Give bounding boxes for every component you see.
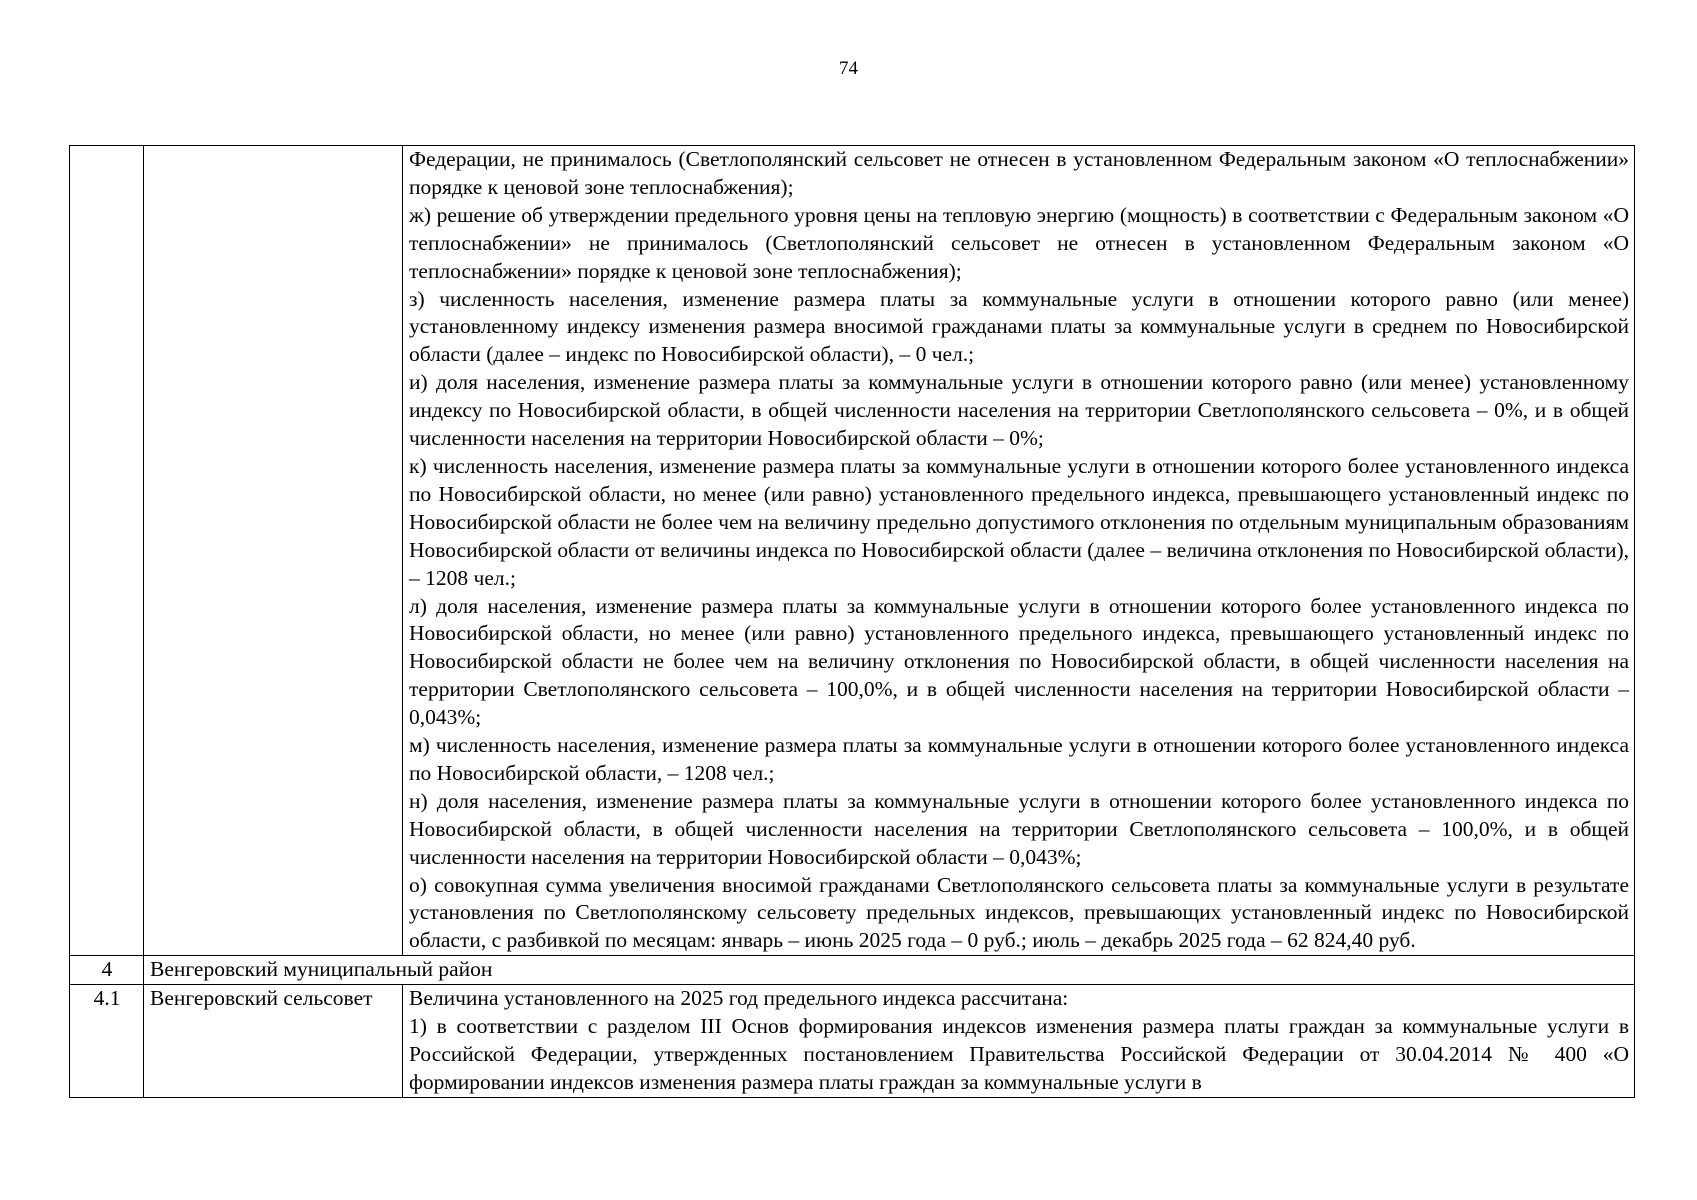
paragraph: к) численность населения, изменение размера платы за коммунальные услуги в отношении которого более установленного индекса по Новосибирской области, но менее (или равно) установленного предельного индекса, превышающего установленный индекс по Новосибирской области не более чем на величину предельно допустимого отклонения по отдельным муниципальным образованиям Новосибирской области от величины индекса по Новосибирской области (далее – величина отклонения по Новосибирской области), – 1208 чел.; xyxy=(409,453,1629,590)
document-table xyxy=(69,145,1635,1098)
paragraph: м) численность населения, изменение размера платы за коммунальные услуги в отношении которого более установленного индекса по Новосибирской области, – 1208 чел.; xyxy=(409,733,1629,785)
paragraph: и) доля населения, изменение размера платы за коммунальные услуги в отношении которого равно (или менее) установленному индексу по Новосибирской области, в общей численности населения на территории Светлополянского сельсовета – 0%, и в общей численности населения на территории Новосибирской области – 0%; xyxy=(409,370,1629,451)
paragraph: о) совокупная сумма увеличения вносимой гражданами Светлополянского сельсовета платы за коммунальные услуги в результате установления по Светлополянскому сельсовету предельных индексов, превышающих установленный индекс по Новосибирской области, с разбивкой по месяцам: январь – июнь 2025 года – 0 руб.; июль – декабрь 2025 года – 62 824,40 руб. xyxy=(409,872,1629,953)
row-number-cell xyxy=(70,146,144,956)
paragraph: 1) в соответствии с разделом III Основ формирования индексов изменения размера платы граждан за коммунальные услуги в Российской Федерации, утвержденных постановлением Правительства Российской Федерации от 30.04.2014 № 400 «О формировании индексов изменения размера платы граждан за коммунальные услуги в xyxy=(409,1014,1629,1094)
item-row xyxy=(70,985,1635,1098)
paragraph: з) численность населения, изменение размера платы за коммунальные услуги в отношении которого равно (или менее) установленному индексу изменения размера вносимой гражданами платы за коммунальные услуги в среднем по Новосибирской области (далее – индекс по Новосибирской области), – 0 чел.; xyxy=(409,286,1629,367)
municipality-name-cell xyxy=(144,146,403,956)
section-number: 4 xyxy=(70,956,144,985)
description-cell xyxy=(403,985,1635,1098)
description-cell xyxy=(403,146,1635,956)
paragraph: Величина установленного на 2025 год предельного индекса рассчитана: xyxy=(409,986,1069,1011)
municipality-name: Венгеровский сельсовет xyxy=(144,985,403,1098)
section-row xyxy=(70,956,1635,985)
paragraph: н) доля населения, изменение размера платы за коммунальные услуги в отношении которого более установленного индекса по Новосибирской области, в общей численности населения на территории Светлополянского сельсовета – 100,0%, и в общей численности населения на территории Новосибирской области – 0,043%; xyxy=(409,788,1629,869)
paragraph: л) доля населения, изменение размера платы за коммунальные услуги в отношении которого более установленного индекса по Новосибирской области, но менее (или равно) установленного предельного индекса, превышающего установленный индекс по Новосибирской области не более чем на величину отклонения по Новосибирской области, в общей численности населения на территории Светлополянского сельсовета – 100,0%, и в общей численности населения на территории Новосибирской области – 0,043%; xyxy=(409,593,1629,730)
page-number: 74 xyxy=(839,58,858,79)
section-title: Венгеровский муниципальный район xyxy=(144,956,1635,985)
paragraph: Федерации, не принималось (Светлополянский сельсовет не отнесен в установленном Федеральным законом «О теплоснабжении» порядке к ценовой зоне теплоснабжения); xyxy=(409,147,1629,199)
item-number: 4.1 xyxy=(70,985,144,1098)
paragraph: ж) решение об утверждении предельного уровня цены на тепловую энергию (мощность) в соответствии с Федеральным законом «О теплоснабжении» не принималось (Светлополянский сельсовет не отнесен в установленном Федеральным законом «О теплоснабжении» порядке к ценовой зоне теплоснабжения); xyxy=(409,202,1629,283)
continuation-row xyxy=(70,146,1635,956)
